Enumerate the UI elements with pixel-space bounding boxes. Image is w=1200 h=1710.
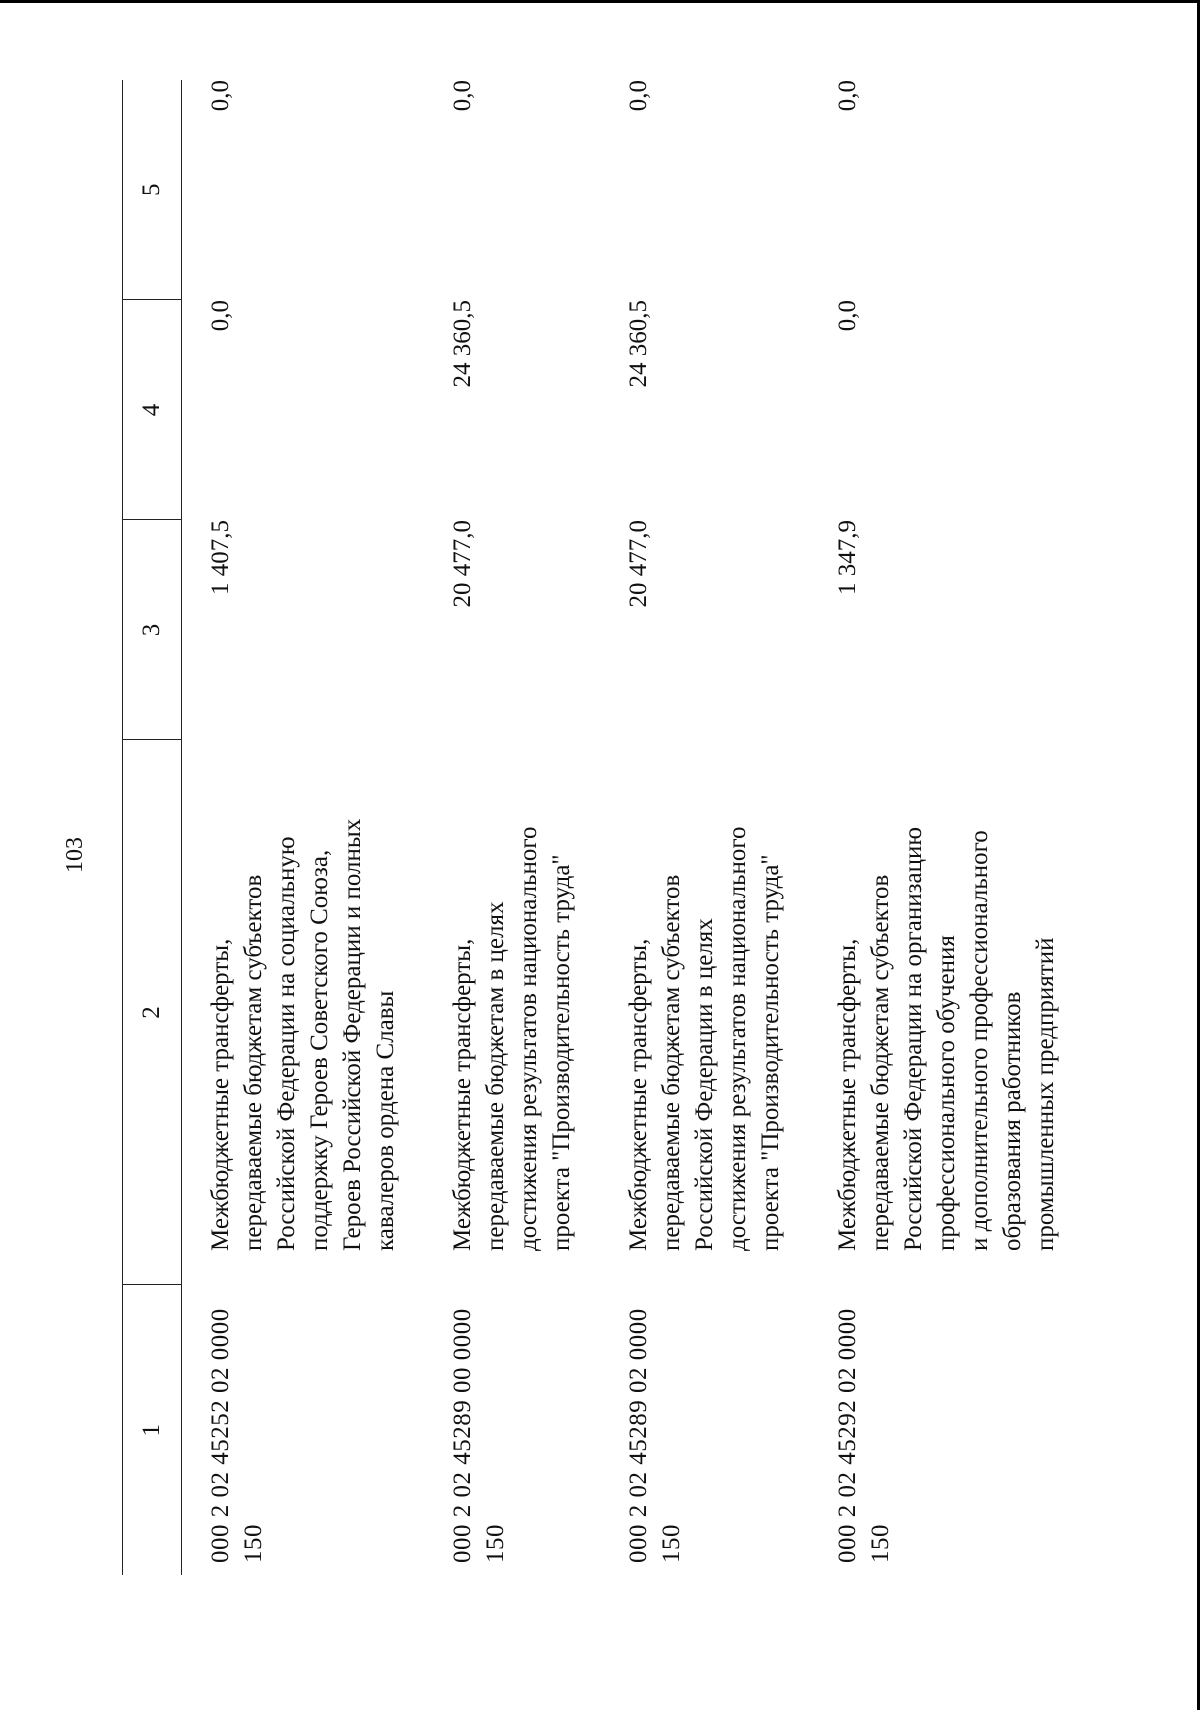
- name-line: Межбюджетные трансферты,: [449, 938, 476, 1251]
- table-row: [182, 80, 425, 1575]
- name-line: кавалеров ордена Славы: [372, 990, 399, 1251]
- name-line: Российской Федерации в целях: [691, 918, 718, 1251]
- name-line: профессионального обучения: [933, 935, 960, 1251]
- value-col-3: 20 477,0: [449, 520, 476, 608]
- name-line: Героев Российской Федерации и полных: [339, 818, 366, 1251]
- name-line: достижения результатов национального: [724, 826, 751, 1251]
- value-col-5: 0,0: [834, 80, 861, 112]
- name-line: поддержку Героев Советского Союза,: [306, 849, 333, 1251]
- budget-code: 000 2 02 45292 02 0000 150: [834, 1308, 894, 1563]
- name-line: Межбюджетные трансферты,: [834, 938, 861, 1251]
- name-line: Межбюджетные трансферты,: [625, 938, 652, 1251]
- name-line: достижения результатов национального: [515, 826, 542, 1251]
- budget-item-name: [600, 740, 809, 1285]
- name-line: Межбюджетные трансферты,: [207, 938, 234, 1251]
- value-col-4: 24 360,5: [449, 300, 476, 388]
- name-line: проекта "Производительность труда": [548, 854, 575, 1251]
- table-row: [424, 80, 600, 1575]
- table-row: [809, 80, 1084, 1575]
- name-line: промышленных предприятий: [1032, 937, 1059, 1251]
- name-line: проекта "Производительность труда": [757, 854, 784, 1251]
- page-number: 103: [62, 837, 88, 873]
- value-col-3: 1 347,9: [834, 520, 861, 595]
- table-header-row: [123, 80, 182, 1575]
- name-line: передаваемые бюджетам субъектов: [867, 874, 894, 1251]
- value-col-5: 0,0: [625, 80, 652, 112]
- column-header-5: 5: [123, 80, 182, 300]
- column-header-3: 3: [123, 520, 182, 740]
- column-header-2: 2: [123, 740, 182, 1285]
- column-header-1: 1: [123, 1285, 182, 1575]
- value-col-3: 1 407,5: [207, 520, 234, 595]
- budget-item-name: [809, 740, 1084, 1285]
- value-col-4: 0,0: [834, 300, 861, 332]
- budget-code: 000 2 02 45289 00 0000 150: [449, 1308, 509, 1563]
- value-col-5: 0,0: [449, 80, 476, 112]
- name-line: Российской Федерации на организацию: [900, 826, 927, 1251]
- name-line: передаваемые бюджетам в целях: [482, 901, 509, 1251]
- table-row: [600, 80, 809, 1575]
- name-line: передаваемые бюджетам субъектов: [240, 874, 267, 1251]
- name-line: Российской Федерации на социальную: [273, 836, 300, 1251]
- value-col-4: 24 360,5: [625, 300, 652, 388]
- value-col-5: 0,0: [207, 80, 234, 112]
- name-line: и дополнительного профессионального: [966, 830, 993, 1251]
- budget-code: 000 2 02 45289 02 0000 150: [625, 1308, 685, 1563]
- value-col-4: 0,0: [207, 300, 234, 332]
- budget-item-name: [424, 740, 600, 1285]
- budget-item-name: [182, 740, 425, 1285]
- budget-table: [122, 80, 1084, 1575]
- name-line: образования работников: [999, 991, 1026, 1251]
- name-line: передаваемые бюджетам субъектов: [658, 874, 685, 1251]
- column-header-4: 4: [123, 300, 182, 520]
- value-col-3: 20 477,0: [625, 520, 652, 608]
- budget-code: 000 2 02 45252 02 0000 150: [207, 1308, 267, 1563]
